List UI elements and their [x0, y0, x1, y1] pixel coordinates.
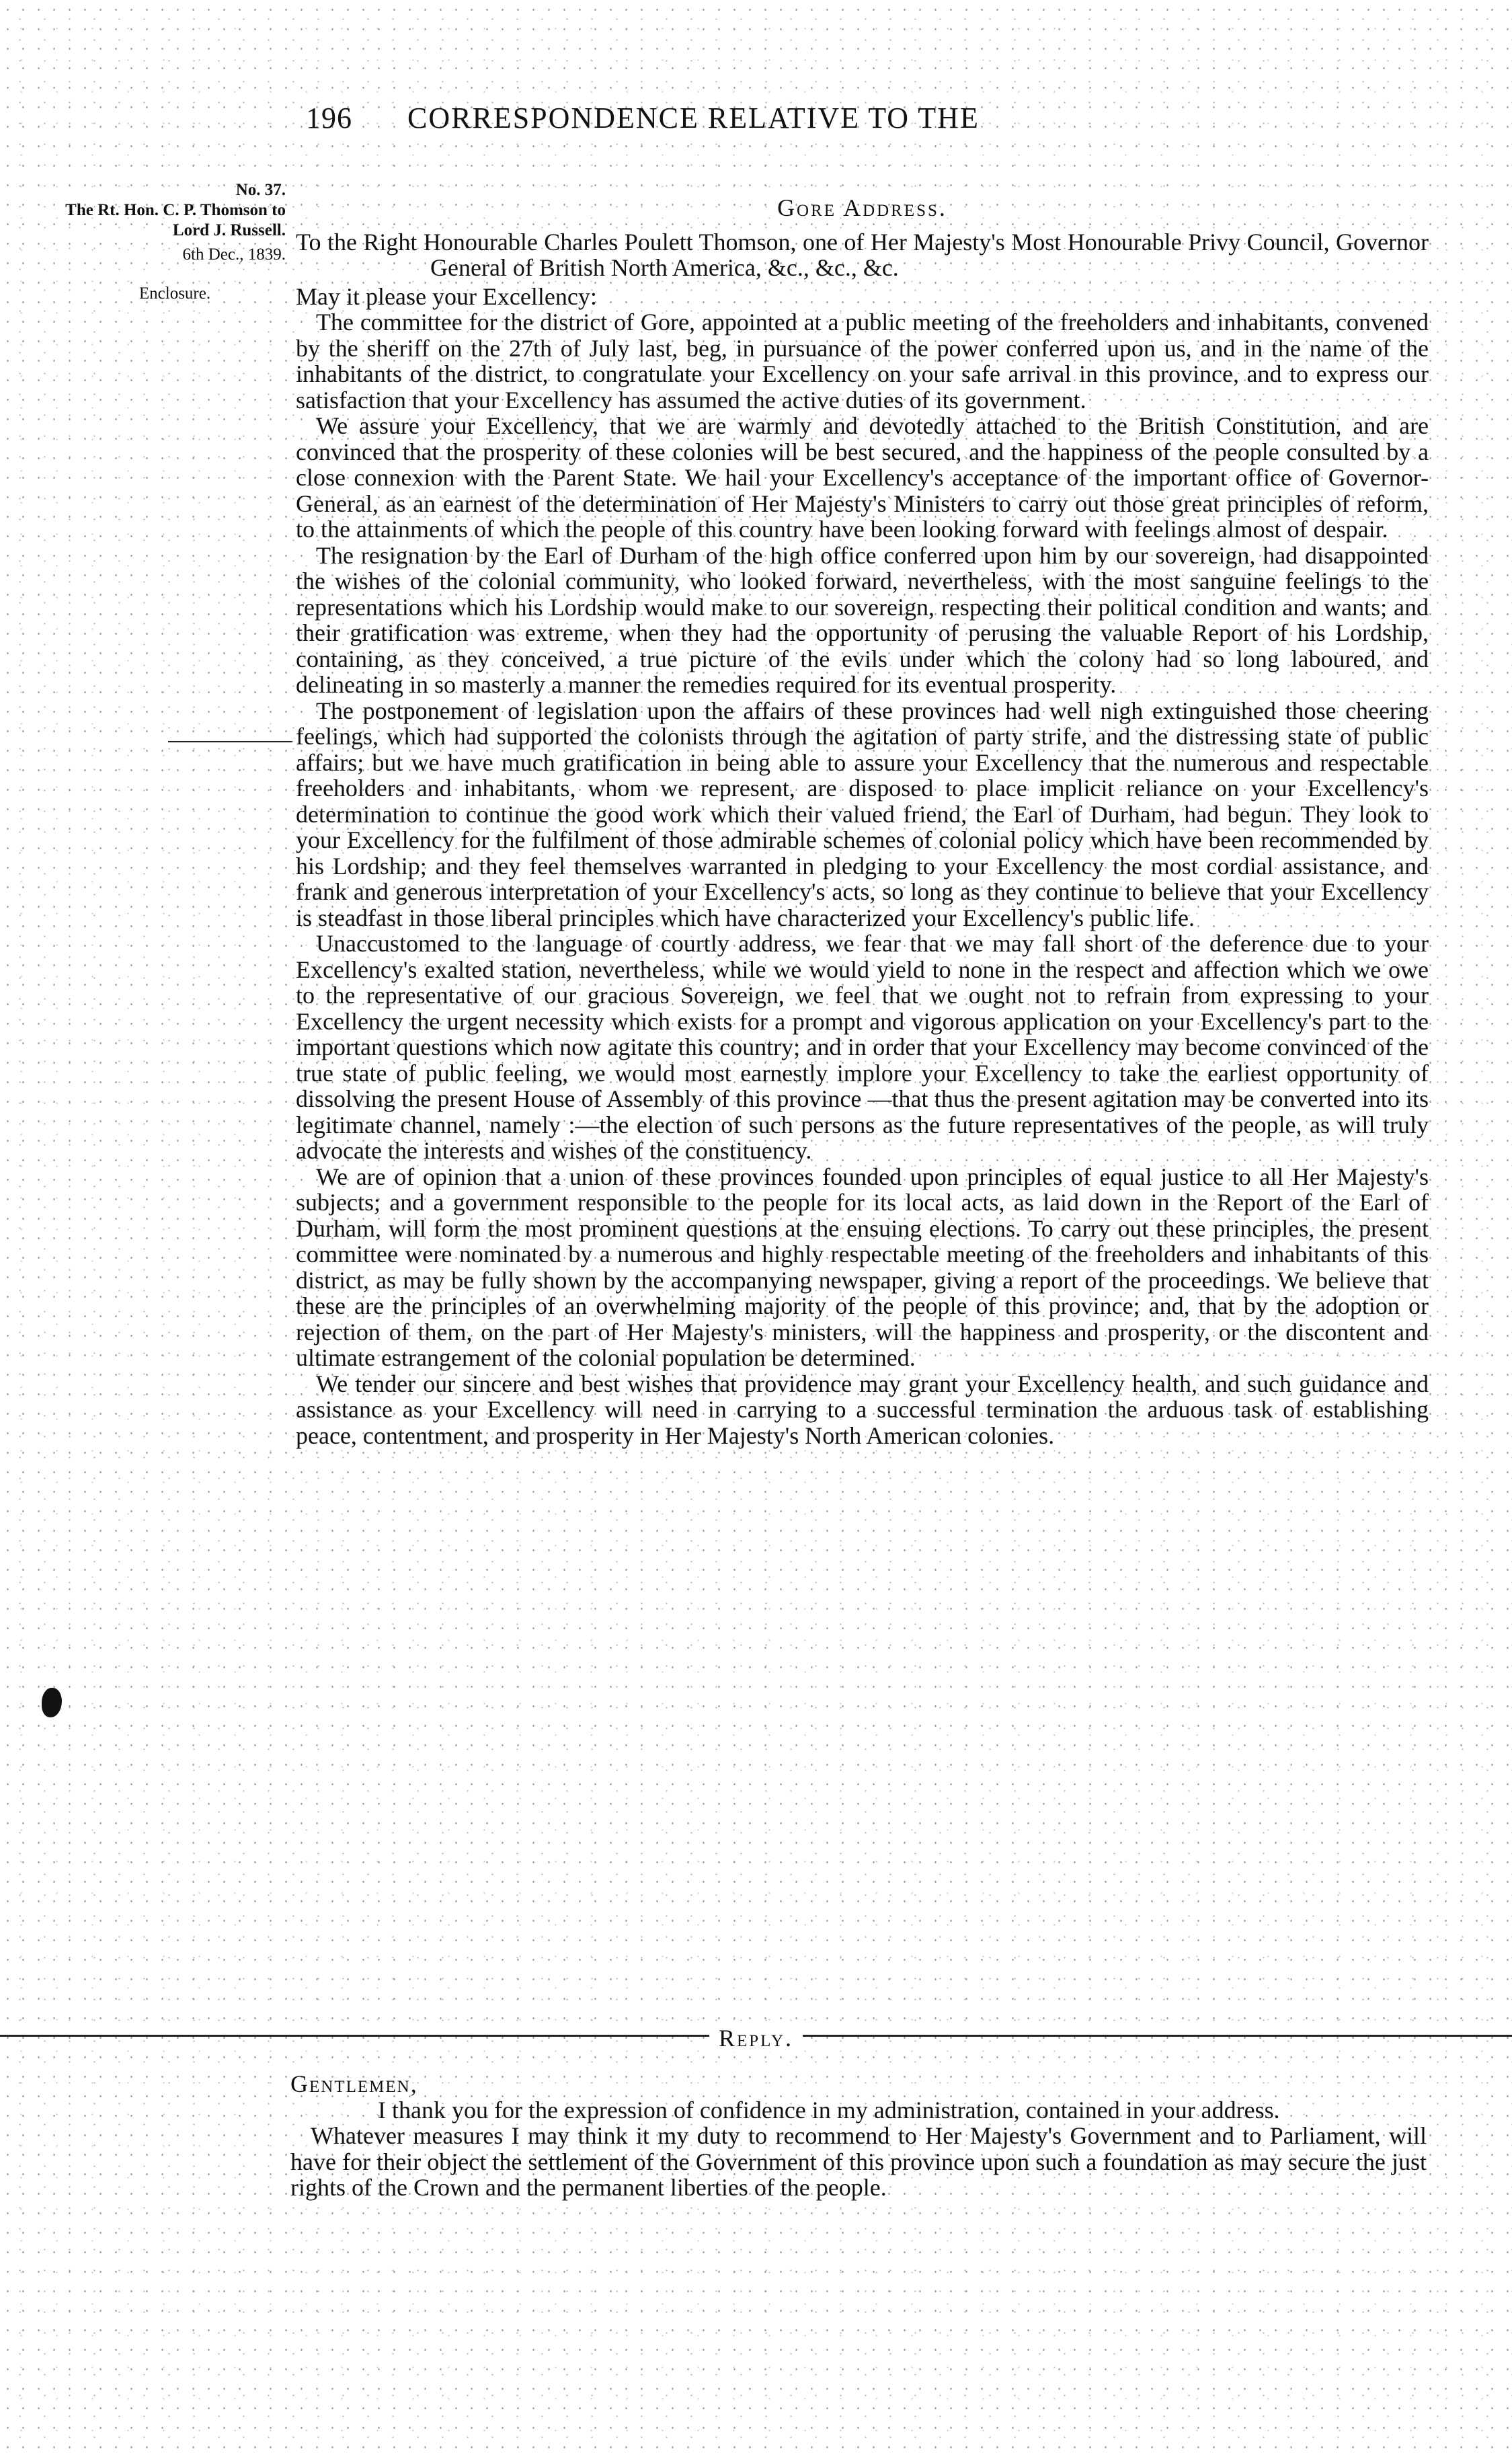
- reply-heading: Reply.: [709, 2025, 803, 2052]
- reply-greeting: Gentlemen,: [290, 2070, 418, 2097]
- running-head: [306, 101, 980, 135]
- margin-rule: [168, 741, 292, 742]
- despatch-date: 6th Dec., 1839.: [182, 245, 286, 264]
- enclosure-label: Enclosure.: [138, 284, 211, 303]
- despatch-from: The Rt. Hon. C. P. Thomson to Lord J. Russell.: [65, 201, 286, 239]
- reply-paragraph: I thank you for the expression of confidence in my administration, contained in your address.: [378, 2096, 1280, 2124]
- paragraph: The resignation by the Earl of Durham of the high office conferred upon him by our sovereign, had disappointed the wishes of the colonial community, who looked forward, nevertheless, with the most sanguine feelings to the representations which his Lordship would make to our sovereign, respecting their political condition and wants; and their gratification was extreme, when they had the opportunity of perusing the valuable Report of his Lordship, containing, as they conceived, a true picture of the evils under which the colony had so long laboured, and delineating in so masterly a manner the remedies required for its eventual prosperity.: [296, 541, 1429, 698]
- despatch-number: No. 37.: [235, 181, 286, 199]
- paragraph: The committee for the district of Gore, appointed at a public meeting of the freeholders and inhabitants, convened by the sheriff on the 27th of July last, beg, in pursuance of the power conferred upon us, and in the name of the inhabitants of the district, to congratulate your Excellency on your safe arrival in this province, and to express our satisfaction that your Excellency has assumed the active duties of its government.: [296, 309, 1429, 414]
- salutation: May it please your Excellency:: [296, 282, 597, 310]
- paragraph: Unaccustomed to the language of courtly address, we fear that we may fall short of the deference due to your Excellency's exalted station, nevertheless, while we would yield to none in the respect and affection which we owe to the representative of our gracious Sovereign, we feel that we ought not to refrain from expressing to your Excellency the urgent necessity which exists for a prompt and vigorous application on your Excellency's part to the important questions which now agitate this country; and in order that your Excellency may become convinced of the true state of public feeling, we would most earnestly implore your Excellency to take the earliest opportunity of dissolving the present House of Assembly of this province —that thus the present agitation may be converted into its legitimate channel, namely :—the election of such persons as the future representatives of the people, as will truly advocate the interests and wishes of the constituency.: [296, 930, 1429, 1164]
- reply-body: [290, 2071, 1427, 2201]
- margin-note: [64, 180, 286, 304]
- reply-paragraph: Whatever measures I may think it my duty to recommend to Her Majesty's Government and to Parliament, will have for their object the settlement of the Government of this province upon such a foundation as may secure the just rights of the Crown and the permanent liberties of the people.: [290, 2122, 1427, 2201]
- paragraph: We tender our sincere and best wishes that providence may grant your Excellency health, and such guidance and assistance as your Excellency will need in carrying to a successful termination the arduous task of establishing peace, contentment, and prosperity in Her Majesty's North American colonies.: [296, 1370, 1429, 1449]
- paragraph: We assure your Excellency, that we are warmly and devotedly attached to the British Constitution, and are convinced that the prosperity of these colonies will be best secured, and the happiness of the people consulted by a close connexion with the Parent State. We hail your Excellency's acceptance of the important office of Governor-General, as an earnest of the determination of Her Majesty's Ministers to carry out those great principles of reform, to the attainments of which the people of this country have been looking forward with feelings almost of despair.: [296, 412, 1429, 543]
- running-title: CORRESPONDENCE RELATIVE TO THE: [407, 102, 980, 134]
- paragraph: The postponement of legislation upon the affairs of these provinces had well nigh extinguished those cheering feelings, which had supported the colonists through the agitation of party strife, and the distressing state of public affairs; but we have much gratification in being able to assure your Excellency that the numerous and respectable freeholders and inhabitants, whom we represent, are disposed to place implicit reliance on your Excellency's determination to continue the good work which their valued friend, the Earl of Durham, had begun. They look to your Excellency for the fulfilment of those admirable schemes of colonial policy which have been recommended by his Lordship; and they feel themselves warranted in pledging to your Excellency the most cordial assistance, and frank and generous interpretation of your Excellency's acts, so long as they continue to believe that your Excellency is steadfast in those liberal principles which have characterized your Excellency's public life.: [296, 697, 1429, 931]
- address-heading: Gore Address.: [777, 194, 947, 221]
- ink-blot: [42, 1688, 62, 1717]
- reply-heading-wrap: [0, 2024, 1512, 2052]
- paragraph: We are of opinion that a union of these provinces founded upon principles of equal justice to all Her Majesty's subjects; and a government responsible to the people for its local acts, as laid down in the Report of the Earl of Durham, will form the most prominent questions at the ensuing elections. To carry out these principles, the present committee were nominated by a numerous and highly respectable meeting of the freeholders and inhabitants of this district, as may be fully shown by the accompanying newspaper, giving a report of the proceedings. We believe that these are the principles of an overwhelming majority of the people of this province; and, that by the adoption or rejection of them, on the part of Her Majesty's ministers, will the happiness and prosperity, or the discontent and ultimate estrangement of the colonial population be determined.: [296, 1163, 1429, 1371]
- addressee: To the Right Honourable Charles Poulett Thomson, one of Her Majesty's Most Honourable Privy Council, Governor General of British North America, &c., &c., &c.: [296, 228, 1429, 281]
- address-body: [296, 195, 1429, 1448]
- page-number: 196: [306, 102, 352, 134]
